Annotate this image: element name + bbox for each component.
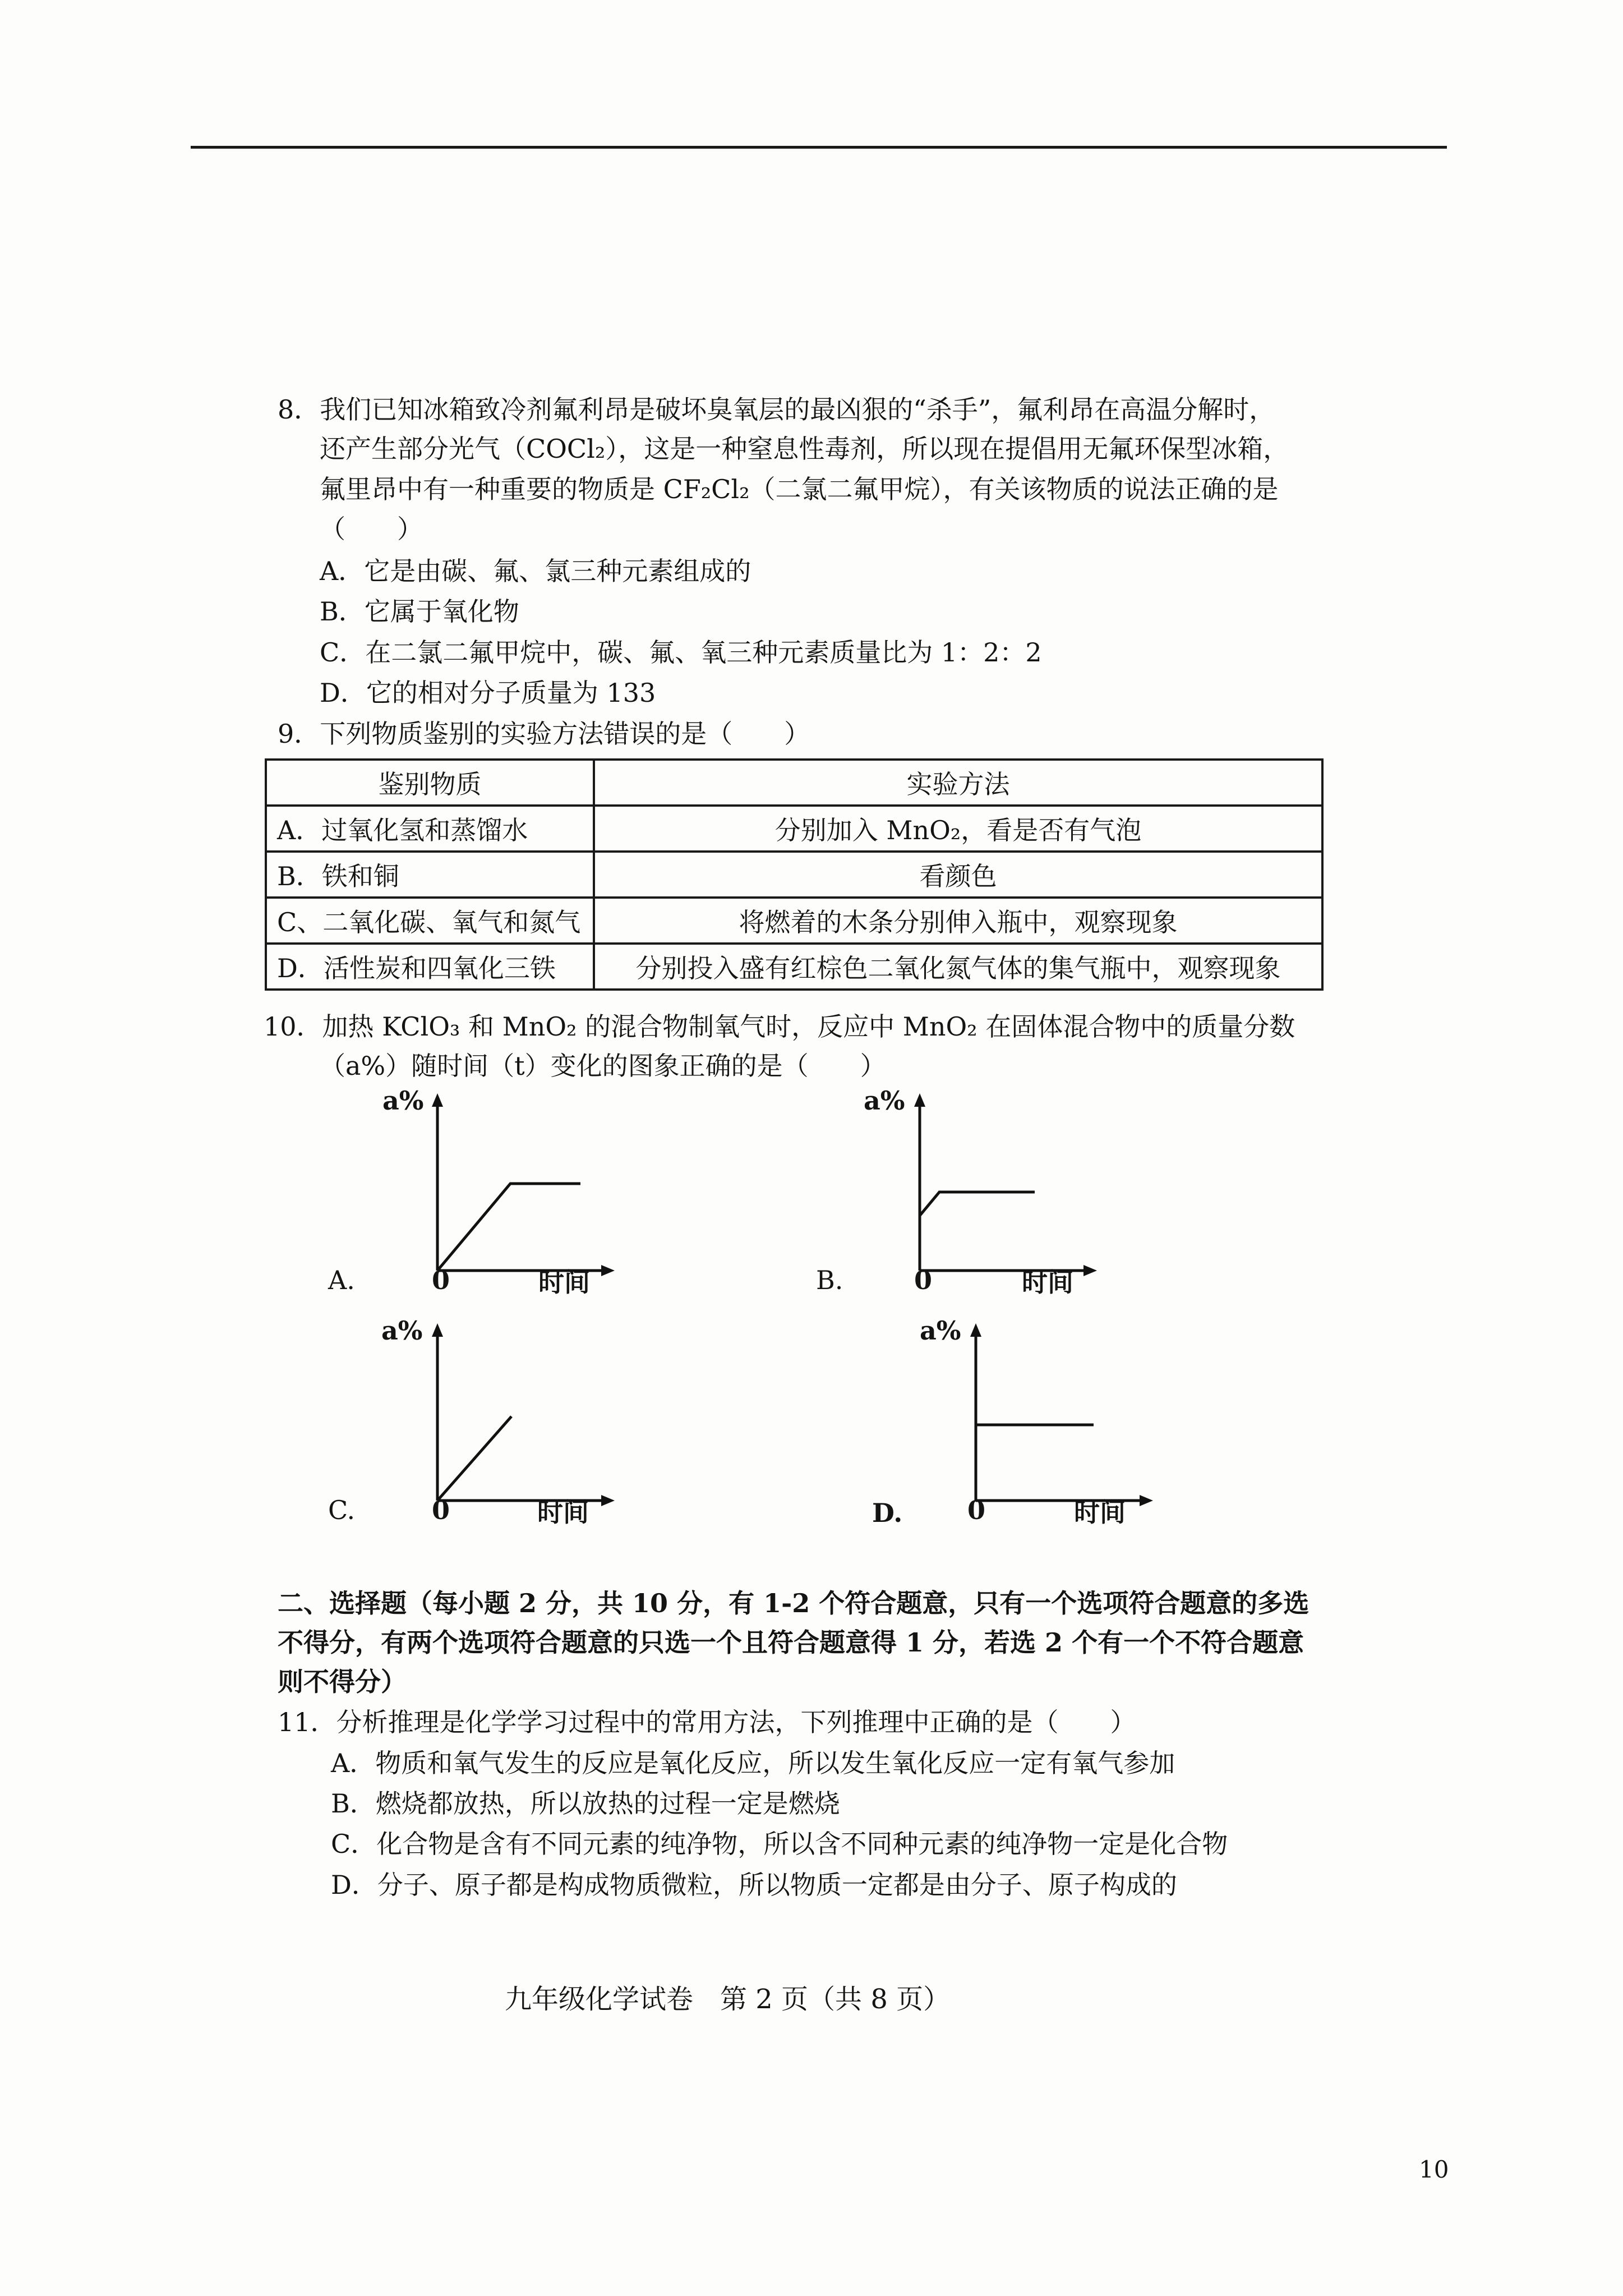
q8-option-a: A．它是由碳、氟、氯三种元素组成的 — [320, 556, 751, 586]
section2-line-3: 则不得分） — [278, 1667, 407, 1697]
graph-c-y-label: a% — [381, 1315, 423, 1346]
q11-option-c: C．化合物是含有不同元素的纯净物，所以含不同种元素的纯净物一定是化合物 — [331, 1829, 1228, 1859]
graph-b-y-label: a% — [864, 1085, 905, 1116]
table-row — [266, 852, 1322, 898]
graph-c-option: C. — [328, 1495, 356, 1525]
graph-a-origin: 0 — [432, 1265, 450, 1295]
graph-d-x-label: 时间 — [1074, 1497, 1126, 1527]
section2-line-1: 二、选择题（每小题 2 分，共 10 分，有 1-2 个符合题意，只有一个选项符合题意的多选 — [278, 1588, 1310, 1618]
q11-option-b: B．燃烧都放热，所以放热的过程一定是燃烧 — [331, 1788, 840, 1819]
table-cell: 将燃着的木条分别伸入瓶中，观察现象 — [594, 898, 1322, 944]
page-footer: 九年级化学试卷 第 2 页（共 8 页） — [505, 1984, 951, 2015]
q8-answer-blank: （ ） — [320, 514, 423, 544]
table-cell: C、二氧化碳、氧气和氮气 — [266, 898, 594, 944]
page-number: 10 — [1419, 2156, 1449, 2183]
q8-line-3: 氟里昂中有一种重要的物质是 CF₂Cl₂（二氯二氟甲烷），有关该物质的说法正确的是 — [320, 474, 1279, 504]
q8-line-2: 还产生部分光气（COCl₂），这是一种窒息性毒剂，所以现在提倡用无氟环保型冰箱， — [320, 434, 1289, 464]
graph-b-x-label: 时间 — [1022, 1267, 1073, 1297]
q8-line-1: 8．我们已知冰箱致冷剂氟利昂是破坏臭氧层的最凶狠的“杀手”，氟利昂在高温分解时， — [278, 394, 1275, 425]
top-rule — [191, 146, 1447, 149]
table-cell: D．活性炭和四氧化三铁 — [266, 944, 594, 990]
table-row — [266, 944, 1322, 990]
graph-c-x-label: 时间 — [537, 1497, 589, 1527]
table-row — [266, 898, 1322, 944]
table-row — [266, 806, 1322, 852]
graph-a-x-label: 时间 — [538, 1267, 590, 1297]
graph-d-option: D. — [872, 1498, 903, 1528]
graph-a-option: A. — [328, 1265, 355, 1295]
graph-d — [953, 1321, 1155, 1512]
section2-line-2: 不得分，有两个选项符合题意的只选一个且符合题意得 1 分，若选 2 个有一个不符合题意 — [278, 1627, 1304, 1658]
graph-c — [415, 1321, 617, 1512]
table-header: 实验方法 — [594, 760, 1322, 806]
q10-line-1: 10．加热 KClO₃ 和 MnO₂ 的混合物制氧气时，反应中 MnO₂ 在固体混合物中的质量分数 — [264, 1011, 1295, 1042]
table-cell: B．铁和铜 — [266, 852, 594, 898]
table-cell: 看颜色 — [594, 852, 1322, 898]
graph-b-option: B. — [816, 1265, 843, 1295]
q11-option-a: A．物质和氧气发生的反应是氧化反应，所以发生氧化反应一定有氧气参加 — [331, 1748, 1175, 1778]
table-cell: A．过氧化氢和蒸馏水 — [266, 806, 594, 852]
graph-d-origin: 0 — [967, 1495, 986, 1525]
q8-option-b: B．它属于氧化物 — [320, 596, 519, 627]
q11-stem: 11．分析推理是化学学习过程中的常用方法，下列推理中正确的是（ ） — [278, 1707, 1136, 1737]
q10-line-2: （a%）随时间（t）变化的图象正确的是（ ） — [320, 1051, 886, 1081]
graph-b-origin: 0 — [914, 1265, 933, 1295]
table-cell: 分别加入 MnO₂，看是否有气泡 — [594, 806, 1322, 852]
table-cell: 分别投入盛有红棕色二氧化氮气体的集气瓶中，观察现象 — [594, 944, 1322, 990]
q9-table — [265, 758, 1324, 991]
graph-a-y-label: a% — [382, 1085, 424, 1116]
table-header-row — [266, 760, 1322, 806]
table-header: 鉴别物质 — [266, 760, 594, 806]
graph-d-y-label: a% — [920, 1315, 961, 1346]
graph-a — [415, 1091, 617, 1282]
q8-option-c: C．在二氯二氟甲烷中，碳、氟、氧三种元素质量比为 1：2：2 — [320, 637, 1042, 668]
graph-c-origin: 0 — [432, 1495, 450, 1525]
q9-stem: 9．下列物质鉴别的实验方法错误的是（ ） — [278, 719, 810, 749]
graph-b — [897, 1091, 1099, 1282]
q11-option-d: D．分子、原子都是构成物质微粒，所以物质一定都是由分子、原子构成的 — [331, 1870, 1177, 1900]
q8-option-d: D．它的相对分子质量为 133 — [320, 678, 656, 708]
